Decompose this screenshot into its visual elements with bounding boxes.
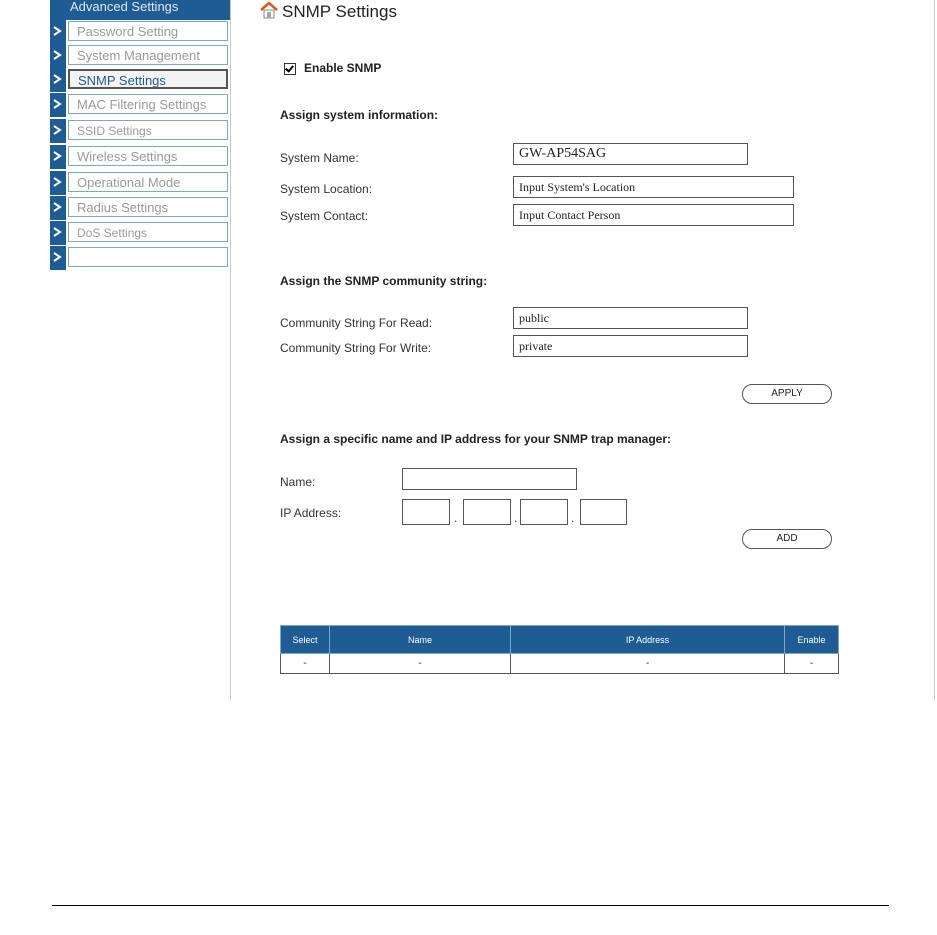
sidebar-item-snmp-settings[interactable] bbox=[50, 68, 230, 92]
system-name-input[interactable]: GW-AP54SAG bbox=[513, 143, 748, 165]
sidebar-item-label: Operational Mode bbox=[68, 172, 228, 192]
enable-snmp-label: Enable SNMP bbox=[304, 61, 382, 75]
page-title: SNMP Settings bbox=[282, 2, 397, 21]
cell-ip: - bbox=[511, 654, 785, 674]
trap-ip-label: IP Address: bbox=[280, 506, 342, 520]
sidebar-item-label: Password Setting bbox=[68, 21, 228, 41]
ip-octet-2-input[interactable] bbox=[463, 499, 511, 525]
cell-select: - bbox=[281, 654, 330, 674]
ip-octet-1-input[interactable] bbox=[402, 499, 450, 525]
community-heading: Assign the SNMP community string: bbox=[280, 274, 488, 288]
arrow-icon bbox=[50, 20, 66, 44]
sidebar-item-dos-settings[interactable] bbox=[50, 221, 230, 245]
sidebar-item-radius-settings[interactable] bbox=[50, 196, 230, 220]
cell-enable: - bbox=[785, 654, 839, 674]
footer-divider bbox=[52, 905, 889, 906]
sidebar-item-operational-mode[interactable] bbox=[50, 171, 230, 195]
trap-table bbox=[280, 625, 839, 674]
table-row bbox=[281, 654, 839, 674]
sidebar-header bbox=[50, 0, 230, 20]
sidebar-item-mac-filtering-settings[interactable] bbox=[50, 93, 230, 117]
community-write-label: Community String For Write: bbox=[280, 341, 432, 355]
arrow-icon bbox=[50, 93, 66, 117]
divider bbox=[934, 0, 935, 700]
arrow-icon bbox=[50, 196, 66, 220]
community-read-label: Community String For Read: bbox=[280, 316, 433, 330]
col-enable-header: Enable bbox=[785, 626, 839, 654]
ip-separator: . bbox=[514, 511, 518, 525]
community-write-input[interactable]: private bbox=[513, 335, 748, 357]
ip-octet-4-input[interactable] bbox=[580, 499, 627, 525]
sidebar-item-empty[interactable] bbox=[50, 246, 230, 270]
enable-snmp-checkbox[interactable] bbox=[284, 63, 296, 75]
sidebar-item-label: SNMP Settings bbox=[68, 69, 228, 89]
ip-separator: . bbox=[454, 511, 458, 525]
table-header-row bbox=[281, 626, 839, 654]
home-icon bbox=[260, 1, 278, 19]
system-contact-label: System Contact: bbox=[280, 209, 369, 223]
sidebar-item-label: DoS Settings bbox=[68, 222, 228, 242]
enable-snmp-row[interactable] bbox=[284, 61, 381, 75]
col-select-header: Select bbox=[281, 626, 330, 654]
system-name-label: System Name: bbox=[280, 151, 359, 165]
arrow-icon bbox=[50, 145, 66, 169]
system-location-input[interactable]: Input System's Location bbox=[513, 176, 794, 198]
arrow-icon bbox=[50, 119, 66, 143]
arrow-icon bbox=[50, 44, 66, 68]
arrow-icon bbox=[50, 171, 66, 195]
cell-name: - bbox=[330, 654, 511, 674]
system-contact-input[interactable]: Input Contact Person bbox=[513, 204, 794, 226]
sidebar-item-label: MAC Filtering Settings bbox=[68, 94, 228, 114]
sidebar-item-wireless-settings[interactable] bbox=[50, 145, 230, 169]
community-read-input[interactable]: public bbox=[513, 307, 748, 329]
divider bbox=[230, 0, 231, 700]
arrow-icon bbox=[50, 68, 66, 92]
col-name-header: Name bbox=[330, 626, 511, 654]
sidebar-item-label: Radius Settings bbox=[68, 197, 228, 217]
trap-name-label: Name: bbox=[280, 475, 316, 489]
trap-name-input[interactable] bbox=[402, 468, 577, 490]
system-info-heading: Assign system information: bbox=[280, 108, 439, 122]
trap-heading: Assign a specific name and IP address for your SNMP trap manager: bbox=[280, 432, 672, 446]
sidebar-header-label: Advanced Settings bbox=[70, 0, 179, 14]
col-ip-header: IP Address bbox=[511, 626, 785, 654]
apply-button[interactable]: APPLY bbox=[742, 384, 832, 404]
sidebar-item-label: SSID Settings bbox=[68, 120, 228, 140]
sidebar-item-label bbox=[68, 247, 228, 267]
sidebar-item-password-setting[interactable] bbox=[50, 20, 230, 44]
system-location-label: System Location: bbox=[280, 182, 373, 196]
ip-separator: . bbox=[571, 511, 575, 525]
sidebar-item-ssid-settings[interactable] bbox=[50, 119, 230, 143]
add-button[interactable]: ADD bbox=[742, 529, 832, 549]
sidebar-item-label: System Management bbox=[68, 45, 228, 65]
sidebar-item-label: Wireless Settings bbox=[68, 146, 228, 166]
arrow-icon bbox=[50, 246, 66, 270]
sidebar-item-system-management[interactable] bbox=[50, 44, 230, 68]
arrow-icon bbox=[50, 221, 66, 245]
ip-octet-3-input[interactable] bbox=[520, 499, 568, 525]
